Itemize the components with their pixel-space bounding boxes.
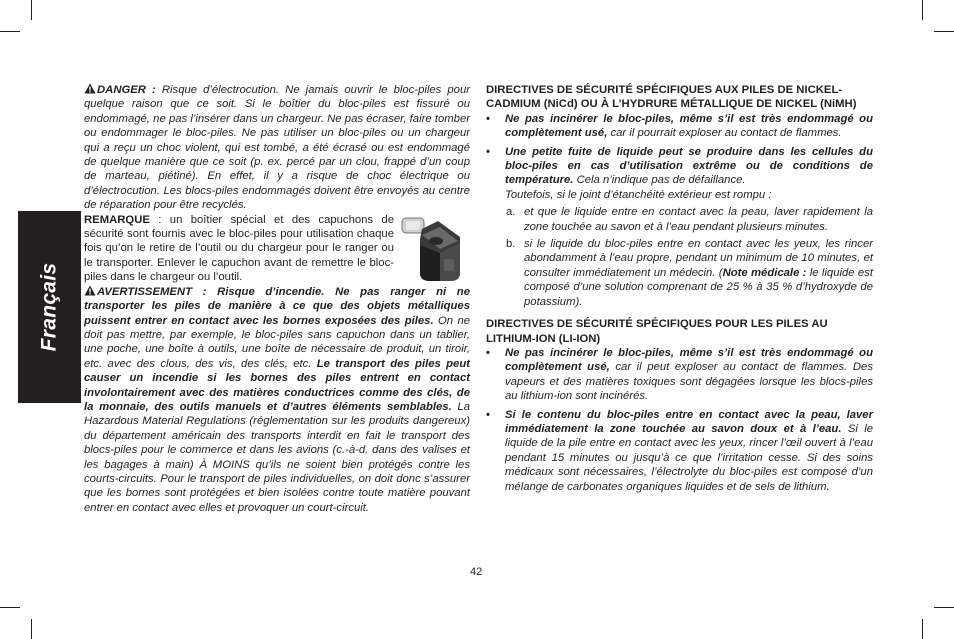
right-column	[486, 83, 873, 494]
avertissement-text-2: La Hazardous Material Regulations (réglementation sur les produits dangereux) du département américain des transports interdit en fait le transport des blocs-piles pour le commerce et dans les avions (c.-à-d. dans des valises et les bagages à main) À MOINS qu’ils ne soient bien protégés contre les courts-circuits. Pour le transport de piles individuelles, on doit donc s’assurer que les bornes sont protégées et bien isolées contre toute matière pouvant entrer en contact avec elles et provoquer un court-circuit.	[84, 400, 470, 514]
avertissement-text-1: On ne doit pas mettre, par exemple, le bloc-piles sans capuchon dans un tablier, une poche, une boîte à outils, une boîte de nécessaire de produit, un tiroir, etc. avec des clous, des vis, des clés, etc.	[84, 314, 471, 370]
avertissement-bold-2: Le transport des piles peut causer un incendie si les bornes des piles entrent en contact involontairement avec des matières conductrices comme des clés, de la monnaie, des outils manuels et d’autres éléments semblables.	[84, 357, 470, 413]
battery-pack-icon	[400, 215, 468, 285]
remarque-block	[84, 213, 470, 285]
crop-mark	[934, 607, 954, 608]
bullet-bold: Une petite fuite de liquide peut se produire dans les cellules du bloc-piles en cas d’utilisation extrême ou de conditions de température.	[505, 145, 873, 187]
bullet-marker: •	[486, 408, 490, 421]
section-heading-li-ion: DIRECTIVES DE SÉCURITÉ SPÉCIFIQUES POUR LES PILES AU LITHIUM-ION (LI-ION)	[486, 318, 828, 345]
sub-text: si le liquide du bloc-piles entre en contact avec les yeux, les rincer abondamment à l’eau propre, pendant un minimum de 10 minutes, et consulter immédiatement un médecin. (	[524, 238, 873, 279]
list-item	[486, 205, 873, 234]
crop-mark	[0, 607, 20, 608]
crop-mark	[922, 0, 923, 20]
sub-list	[486, 205, 873, 309]
left-column	[84, 83, 470, 515]
sub-text: et que le liquide entre en contact avec la peau, laver rapidement la zone touchée au savon et à l’eau pendant plusieurs minutes.	[524, 206, 873, 233]
bullet-text: car il pourrait exploser au contact de flammes.	[607, 127, 842, 140]
crop-mark	[31, 619, 32, 639]
nicd-bullet-list	[486, 112, 873, 202]
warning-triangle-icon	[84, 285, 96, 296]
bullet-marker: •	[486, 112, 490, 125]
list-item	[486, 145, 873, 203]
remarque-label: REMARQUE	[84, 213, 150, 226]
language-tab-label: Français	[37, 262, 61, 352]
bullet-text: Cela n’indique pas de défaillance.	[573, 174, 746, 187]
remarque-text: : un boîtier spécial et des capuchons de sécurité sont fournis avec le bloc-piles pour utilisation chaque fois qu’on le retire de l’outil ou du chargeur pour le ranger ou le transporter. Enlever le capuchon avant de remettre le bloc-piles dans le chargeur ou l’outil.	[84, 213, 394, 284]
crop-mark	[934, 31, 954, 32]
crop-mark	[31, 0, 32, 20]
li-ion-bullet-list	[486, 346, 873, 494]
bullet-text: car il peut exploser au contact de flammes. Des vapeurs et des matières toxiques sont dégagées lorsque les blocs-piles au lithium-ion sont incinérés.	[505, 361, 873, 403]
warning-triangle-icon	[84, 83, 96, 94]
danger-paragraph	[84, 83, 470, 213]
bullet-bold: Si le contenu du bloc-piles entre en contact avec la peau, laver immédiatement la zone touchée au savon doux et à l’eau.	[505, 408, 873, 435]
sub-letter: b.	[506, 238, 516, 251]
crop-mark	[0, 31, 20, 32]
bullet-marker: •	[486, 346, 490, 359]
page-number: 42	[470, 566, 483, 578]
bullet-text: Si le liquide de la pile entre en contact avec les yeux, rincer l’œil ouvert à l’eau pendant 15 minutes ou jusqu’à ce que l’irritation cesse. Si des soins médicaux sont nécessaires, l’électrolyte du bloc-piles est composé d’un mélange de carbonates organiques liquides et de sels de lithium.	[505, 422, 873, 493]
bullet-bold: Ne pas incinérer le bloc-piles, même s’il est très endommagé ou complètement usé,	[505, 346, 873, 374]
avertissement-paragraph	[84, 285, 470, 516]
sub-letter: a.	[506, 206, 516, 219]
list-item	[486, 346, 873, 404]
bullet-bold: Ne pas incinérer le bloc-piles, même s’il est très endommagé ou complètement usé,	[505, 112, 873, 140]
bullet-marker: •	[486, 145, 490, 158]
bullet-note: Toutefois, si le joint d’étanchéité extérieur est rompu :	[505, 188, 772, 201]
list-item	[486, 237, 873, 309]
language-tab	[18, 211, 81, 403]
danger-text: Risque d’électrocution. Ne jamais ouvrir le bloc-piles pour quelque raison que ce soit. Si le boîtier du bloc-piles est fissuré ou endommagé, ne pas l’insérer dans un chargeur. Ne pas écraser, faire tomber ou endommager le bloc-piles. Ne pas utiliser un bloc-piles ou un chargeur qui a reçu un choc violent, qui est tombé, a été écrasé ou est endommagé de quelque manière que ce soit (p. ex. percé par un clou, frappé d’un coup de marteau, piétiné). En effet, il y a risque de choc électrique ou d’électrocution. Les blocs-piles endommagés doivent être envoyés au centre de réparation pour être recyclés.	[84, 84, 470, 212]
list-item	[486, 112, 873, 141]
sub-bold: Note médicale :	[722, 266, 807, 279]
sub-text: le liquide est composé d’une solution comprenant de 25 % à 35 % d’hydroxyde de potassium).	[524, 266, 873, 308]
avertissement-label: AVERTISSEMENT :	[97, 285, 207, 298]
section-heading-nicd: DIRECTIVES DE SÉCURITÉ SPÉCIFIQUES AUX PILES DE NICKEL-CADMIUM (NiCd) OU À L’HYDRURE MÉTALLIQUE DE NICKEL (NiMH)	[486, 84, 857, 111]
list-item	[486, 408, 873, 494]
crop-mark	[922, 619, 923, 639]
remarque-paragraph	[84, 213, 394, 285]
danger-label: DANGER :	[97, 84, 156, 96]
avertissement-bold-1: Risque d’incendie. Ne pas ranger ni ne transporter les piles de manière à ce que des objets métalliques puissent entrer en contact avec les bornes exposées des piles.	[84, 285, 470, 327]
